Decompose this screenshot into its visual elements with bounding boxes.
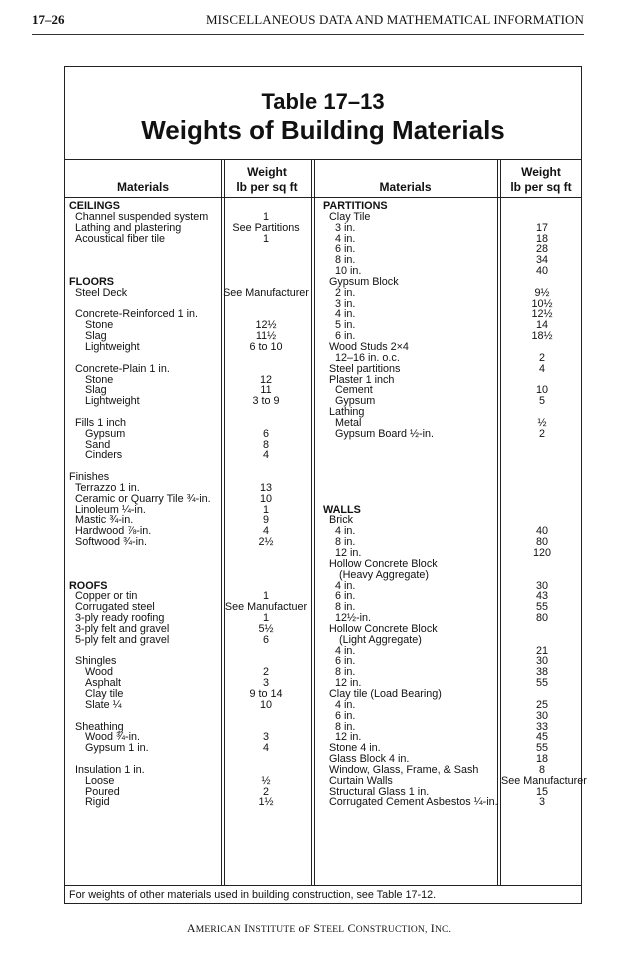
section-heading: PARTITIONS <box>323 200 388 212</box>
weight-value: 1½ <box>258 796 274 809</box>
weight-value: 45 <box>535 731 548 744</box>
material-label: Rigid <box>85 796 110 809</box>
weight-value: 30 <box>535 655 548 668</box>
weight-value: ½ <box>261 774 271 787</box>
header-rule <box>32 34 584 35</box>
weight-value: 4 <box>262 525 269 538</box>
weight-value: 2 <box>538 427 545 440</box>
weight-value: 12 <box>259 373 272 386</box>
material-label: Terrazzo 1 in. <box>75 481 140 494</box>
weight-value: 80 <box>535 536 548 549</box>
weight-value: 1 <box>262 232 269 245</box>
material-label: 5 in. <box>335 319 356 332</box>
material-label: 4 in. <box>335 698 356 711</box>
material-label: 3-ply felt and gravel <box>75 622 170 635</box>
section-heading: CEILINGS <box>69 200 120 212</box>
col-header-materials-right: Materials <box>379 180 432 194</box>
right-table-row <box>323 505 583 516</box>
weight-value: 12½ <box>255 319 277 332</box>
weight-value: 30 <box>535 709 548 722</box>
material-label: 6 in. <box>335 655 356 668</box>
material-label: 10 in. <box>335 265 362 278</box>
weight-value: 6 <box>262 633 269 646</box>
material-label: 4 in. <box>335 579 356 592</box>
col-header-weight-left-line1: Weight <box>247 165 287 179</box>
material-label: Slate ¼ <box>85 698 122 711</box>
material-label: Linoleum ¼-in. <box>75 503 146 516</box>
material-label: Gypsum <box>85 427 126 440</box>
material-label: Fills 1 inch <box>75 416 127 429</box>
weight-value: 10 <box>535 384 548 397</box>
material-label: 8 in. <box>335 601 356 614</box>
right-table-row <box>323 450 583 461</box>
section-heading: ROOFS <box>69 579 108 592</box>
weight-value: 15 <box>535 785 548 798</box>
weight-value: 55 <box>535 601 548 614</box>
material-label: Clay tile (Load Bearing) <box>329 687 442 700</box>
weight-value: 13 <box>259 481 272 494</box>
weight-value: 12½ <box>531 308 553 321</box>
material-label: Gypsum 1 in. <box>85 742 149 755</box>
material-label: Wood Studs 2×4 <box>329 340 409 353</box>
material-label: Shingles <box>75 655 117 668</box>
material-label: Corrugated steel <box>75 601 155 614</box>
right-table-row <box>323 570 583 581</box>
material-label: 3 in. <box>335 221 356 234</box>
table-bottom-rule <box>65 885 581 886</box>
material-label: Clay Tile <box>329 210 371 223</box>
weight-value: 40 <box>535 525 548 538</box>
weight-value: 4 <box>262 742 269 755</box>
col-header-weight-left-line2: lb per sq ft <box>236 180 298 194</box>
weight-value: 5½ <box>258 622 274 635</box>
material-label: 4 in. <box>335 644 356 657</box>
weight-value: 6 to 10 <box>249 340 283 353</box>
weight-value: 4 <box>538 362 545 375</box>
material-label: Stone <box>85 373 114 386</box>
material-label: Asphalt <box>85 677 122 690</box>
weight-value: 11 <box>260 384 272 397</box>
material-label: Structural Glass 1 in. <box>329 785 430 798</box>
weight-value: 17 <box>535 221 548 234</box>
material-label: Copper or tin <box>75 590 138 603</box>
material-label: Softwood ¾-in. <box>75 536 148 549</box>
material-label: Stone <box>85 319 114 332</box>
weight-value: 10½ <box>531 297 553 310</box>
material-label: 12 in. <box>335 731 362 744</box>
material-label: 12 in. <box>335 547 362 559</box>
material-label: Concrete-Reinforced 1 in. <box>75 308 199 321</box>
material-label: 8 in. <box>335 720 356 733</box>
weight-value: See Manufacturer <box>501 774 587 787</box>
material-label: 12 in. <box>335 677 362 690</box>
weight-value: ½ <box>537 416 547 429</box>
right-table-row <box>323 364 583 375</box>
weight-value: 28 <box>535 243 548 256</box>
weight-value: 8 <box>262 438 269 451</box>
material-label: 2 in. <box>335 286 356 299</box>
weight-value: 38 <box>535 666 548 679</box>
material-label: Window, Glass, Frame, & Sash <box>329 763 479 776</box>
material-label: Concrete-Plain 1 in. <box>75 362 170 375</box>
material-label: Clay tile <box>85 687 124 700</box>
table-frame <box>64 66 587 904</box>
material-label: Curtain Walls <box>329 774 393 787</box>
right-table-row <box>323 774 587 787</box>
weight-value: 9½ <box>534 286 550 299</box>
material-label: 3-ply ready roofing <box>75 612 165 625</box>
material-label: Hollow Concrete Block <box>329 557 438 570</box>
material-label: Lightweight <box>85 340 140 353</box>
material-label: Channel suspended system <box>75 210 209 223</box>
table-label: Table 17–13 <box>261 89 385 114</box>
right-table-row <box>323 635 583 646</box>
weight-value: 30 <box>535 579 548 592</box>
weight-value: 18½ <box>531 330 553 343</box>
weight-value: 3 <box>262 731 269 744</box>
weight-value: 1 <box>262 210 269 223</box>
right-table-row <box>323 472 583 483</box>
material-label: 6 in. <box>335 243 356 256</box>
material-label: 6 in. <box>335 590 356 603</box>
right-table-row <box>323 797 583 808</box>
material-label: Insulation 1 in. <box>75 763 145 776</box>
weight-value: 1 <box>262 503 269 516</box>
material-label: (Light Aggregate) <box>339 633 422 646</box>
right-table-row <box>323 494 583 505</box>
weight-value: 5 <box>538 395 545 408</box>
right-table-row <box>323 429 583 440</box>
weight-value: 2 <box>262 666 269 679</box>
col-header-materials-left: Materials <box>116 180 170 194</box>
material-label: 5-ply felt and gravel <box>75 633 170 646</box>
right-table-row <box>323 288 583 299</box>
material-label: Plaster 1 inch <box>329 373 395 386</box>
material-label: Hardwood ⅞-in. <box>75 525 152 538</box>
material-label: Sheathing <box>75 720 124 733</box>
material-label: Ceramic or Quarry Tile ¾-in. <box>75 492 211 505</box>
weight-value: 120 <box>532 547 551 559</box>
weight-value: 43 <box>535 590 548 603</box>
right-column-rows <box>323 200 587 809</box>
col-header-weight-right <box>499 165 583 195</box>
weight-value: 18 <box>535 753 548 766</box>
material-label: Loose <box>85 774 115 787</box>
weight-value: 18 <box>535 232 548 245</box>
running-head-title: MISCELLANEOUS DATA AND MATHEMATICAL INFORMATION <box>205 12 584 27</box>
material-label: Lathing <box>329 406 365 419</box>
weight-value: 4 <box>262 449 269 462</box>
material-label: 4 in. <box>335 232 356 245</box>
weight-value: 3 <box>262 677 269 690</box>
material-label: Poured <box>85 785 120 798</box>
material-label: Wood <box>85 666 114 679</box>
right-table-row <box>323 440 583 451</box>
material-label: 8 in. <box>335 254 356 267</box>
weight-value: 1 <box>262 590 269 603</box>
page-number: 17–26 <box>32 12 65 27</box>
material-label: Gypsum <box>335 395 376 408</box>
material-label: Mastic ¾-in. <box>75 514 134 527</box>
material-label: Gypsum Board ½-in. <box>335 427 435 440</box>
material-label: Finishes <box>69 471 110 484</box>
material-label: Glass Block 4 in. <box>329 753 410 766</box>
right-table-row <box>323 461 583 472</box>
weight-value: 10 <box>259 492 272 505</box>
weight-value: 8 <box>538 763 545 776</box>
material-label: 8 in. <box>335 666 356 679</box>
material-label: Gypsum Block <box>329 275 399 288</box>
material-label: Stone 4 in. <box>329 742 381 755</box>
weight-value: 9 <box>262 514 269 527</box>
material-label: 3 in. <box>335 297 356 310</box>
material-label: Brick <box>329 514 353 527</box>
material-label: Corrugated Cement Asbestos ¼-in. <box>329 796 498 809</box>
weight-value: 33 <box>535 720 548 733</box>
weight-value: 3 to 9 <box>252 395 280 408</box>
table-title: Weights of Building Materials <box>141 115 505 145</box>
right-table-row <box>323 483 583 494</box>
right-table-row <box>323 223 583 234</box>
section-heading: WALLS <box>323 503 361 516</box>
material-label: (Heavy Aggregate) <box>339 568 430 581</box>
weight-value: See Manufactuer <box>224 601 308 614</box>
right-table-row <box>323 711 583 722</box>
weight-value: 80 <box>535 612 548 625</box>
weight-value: 34 <box>535 254 548 267</box>
material-label: 4 in. <box>335 308 356 321</box>
weight-value: 2½ <box>258 536 274 549</box>
material-label: Lightweight <box>85 395 140 408</box>
header-bottom-rule <box>65 197 581 198</box>
material-label: Sand <box>85 438 111 451</box>
page-footer: AMERICAN INSTITUTE oF STEEL CONSTRUCTION, INC. <box>186 921 452 935</box>
material-label: 6 in. <box>335 709 356 722</box>
weight-value: See Manufacturer <box>223 286 309 299</box>
weight-value: 40 <box>535 265 548 278</box>
weight-value: 14 <box>535 319 548 332</box>
material-label: Acoustical fiber tile <box>75 232 166 245</box>
weight-value: 10 <box>259 698 272 711</box>
material-label: Cement <box>335 384 373 397</box>
weight-value: 25 <box>535 698 548 711</box>
material-label: Slag <box>85 330 107 343</box>
material-label: 12–16 in. o.c. <box>335 351 400 364</box>
material-label: Slag <box>85 384 107 397</box>
col-header-weight-left <box>223 165 311 195</box>
material-label: Steel partitions <box>329 362 401 375</box>
material-label: 6 in. <box>335 330 356 343</box>
weight-value: 1 <box>262 612 269 625</box>
material-label: Lathing and plastering <box>75 221 182 234</box>
weight-value: 6 <box>262 427 269 440</box>
weight-value: 9 to 14 <box>249 687 283 700</box>
table-footnote: For weights of other materials used in building construction, see Table 17-12. <box>69 889 437 901</box>
weight-value: 11½ <box>255 330 277 343</box>
material-label: 8 in. <box>335 536 356 549</box>
weight-value: 21 <box>535 644 548 657</box>
weight-value: 55 <box>535 742 548 755</box>
running-header <box>32 12 584 32</box>
material-label: Hollow Concrete Block <box>329 622 438 635</box>
material-label: Cinders <box>85 449 123 462</box>
weight-value: 55 <box>535 677 548 690</box>
material-label: 4 in. <box>335 525 356 538</box>
weight-value: 2 <box>262 785 269 798</box>
header-top-rule <box>65 159 581 160</box>
col-header-weight-right-line2: lb per sq ft <box>510 180 572 194</box>
material-label: Steel Deck <box>75 286 128 299</box>
section-heading: FLOORS <box>69 275 114 288</box>
material-label: Wood ¾-in. <box>85 731 141 744</box>
weight-value: 2 <box>538 351 545 364</box>
material-label: Metal <box>335 416 362 429</box>
material-label: 12½-in. <box>335 612 372 625</box>
weight-value: 3 <box>538 796 545 809</box>
col-header-weight-right-line1: Weight <box>521 165 561 179</box>
weight-value: See Partitions <box>232 221 300 234</box>
